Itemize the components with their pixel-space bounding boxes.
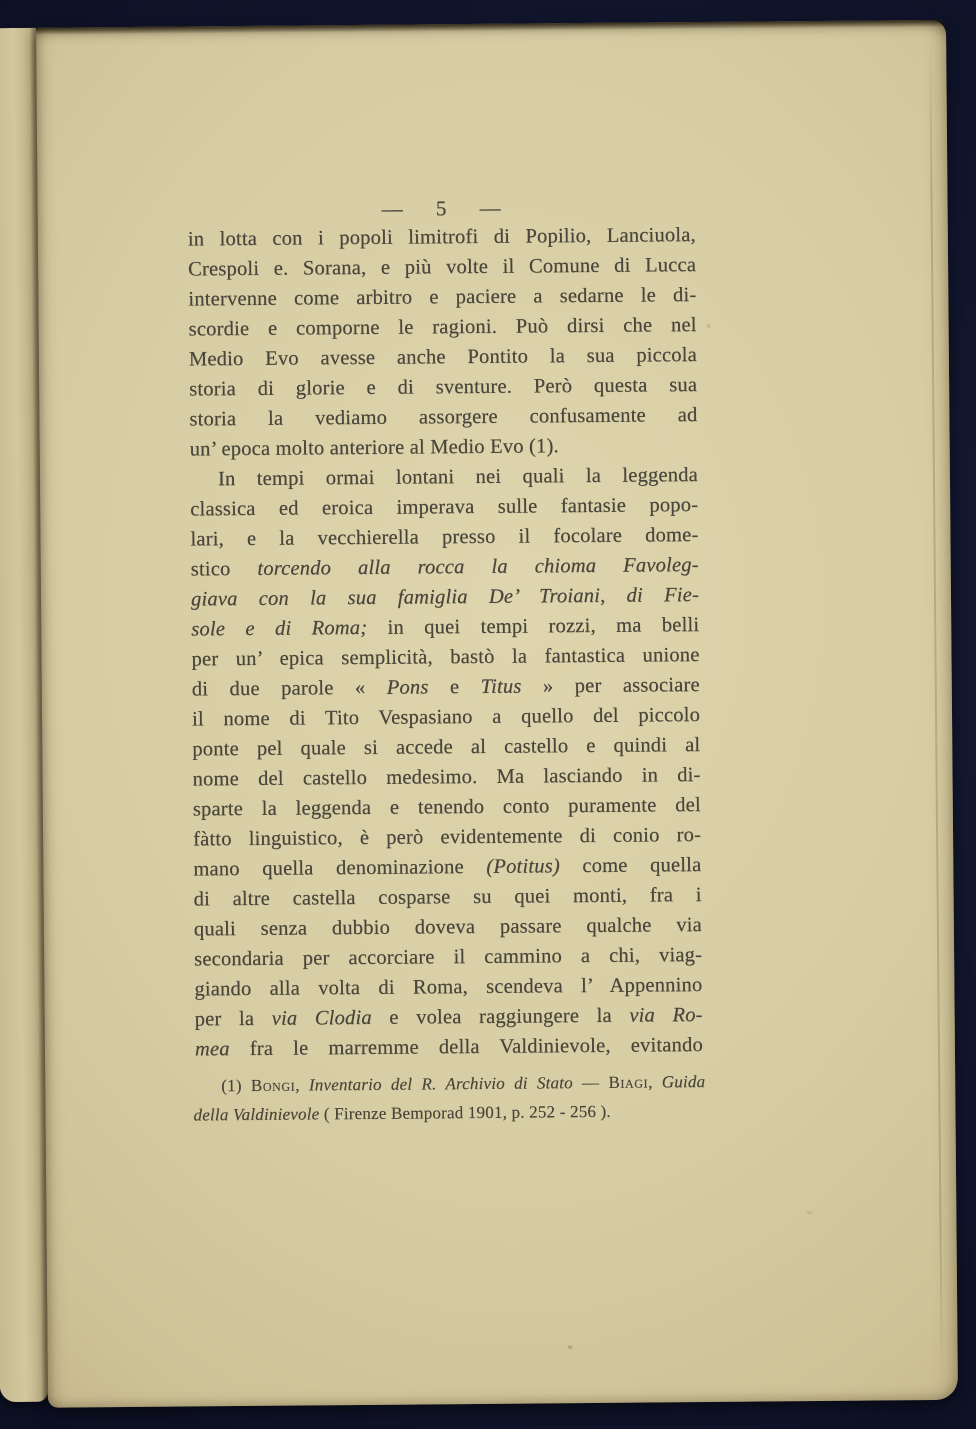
text-line <box>194 910 702 944</box>
text-segment: secondaria per accorciare il cammino a chi, viag- <box>194 944 703 971</box>
text-line <box>192 730 700 764</box>
text-segment: » per associare <box>521 674 700 698</box>
text-segment: fàtto linguistico, è però evidentemente di conio ro- <box>192 824 702 851</box>
italic-text: Guida <box>661 1071 706 1092</box>
text-line <box>189 400 697 434</box>
text-line <box>190 460 698 494</box>
text-line <box>194 940 702 974</box>
italic-text: torcendo alla rocca la chioma Favoleg- <box>257 554 699 580</box>
text-line <box>189 310 697 344</box>
text-segment: di due parole « <box>191 676 387 701</box>
page-right-crease <box>929 32 943 1384</box>
italic-text: Inventario del R. Archivio di Stato <box>308 1073 573 1095</box>
text-segment: per la <box>194 1007 272 1031</box>
text-line <box>192 760 700 794</box>
italic-text: via Clodia <box>271 1006 372 1030</box>
text-line <box>191 580 699 614</box>
text-segment: in quei tempi rozzi, ma belli <box>367 614 700 639</box>
page-speck <box>806 1211 812 1214</box>
text-segment: intervenne come arbitro e paciere a sedarne le di- <box>188 284 697 311</box>
text-segment: di altre castella cosparse su quei monti, fra i <box>193 884 702 911</box>
text-segment: stico <box>190 557 258 581</box>
text-line <box>188 250 696 284</box>
text-segment: , <box>295 1075 309 1095</box>
text-line <box>190 490 698 524</box>
text-segment: , <box>647 1072 662 1092</box>
text-line <box>193 820 701 854</box>
text-segment: mano quella denominazione <box>193 855 487 881</box>
text-line <box>195 1030 703 1064</box>
text-line <box>194 970 702 1004</box>
text-segment: sparte la leggenda e tenendo conto puramente del <box>192 794 701 821</box>
text-segment: ponte pel quale si accede al castello e quindi al <box>192 734 701 761</box>
text-line <box>191 550 699 584</box>
text-segment: e <box>428 675 481 699</box>
text-segment: In tempi ormai lontani nei quali la leggenda <box>217 464 699 491</box>
text-line <box>193 850 701 884</box>
text-segment: storia di glorie e di sventure. Però questa sua <box>189 374 698 401</box>
body-text <box>188 220 703 1064</box>
text-segment: classica ed eroica imperava sulle fantasie popo- <box>190 494 699 521</box>
text-segment: storia la vediamo assorgere confusamente ad <box>189 404 698 431</box>
page-speck <box>707 324 711 328</box>
text-line <box>192 700 700 734</box>
text-line <box>193 880 701 914</box>
text-segment: — <box>572 1072 609 1093</box>
text-line <box>188 220 696 254</box>
italic-text: Titus <box>480 675 522 698</box>
book-page-scan <box>0 20 958 1408</box>
footnote <box>193 1068 705 1129</box>
text-line <box>192 670 700 704</box>
book-page <box>36 20 958 1408</box>
text-segment: come quella <box>559 854 702 878</box>
text-line <box>191 610 699 644</box>
italic-text: giava con la sua famiglia De’ Troiani, di Fie- <box>190 584 700 611</box>
text-line <box>188 280 696 314</box>
text-line <box>193 1068 705 1101</box>
italic-text: (Potitus) <box>486 855 560 878</box>
text-line <box>193 1096 705 1129</box>
italic-text: Pons <box>386 676 429 699</box>
text-segment: giando alla volta di Roma, scendeva l’ Appennino <box>194 974 703 1001</box>
smallcaps-name: Biagi <box>608 1072 649 1092</box>
text-segment: quali senza dubbio doveva passare qualche via <box>193 914 702 941</box>
text-segment: Crespoli e. Sorana, e più volte il Comune di Lucca <box>188 254 697 281</box>
page-number: — 5 — <box>381 195 502 221</box>
text-line <box>189 370 697 404</box>
italic-text: mea <box>194 1038 230 1061</box>
italic-text: via Ro- <box>629 1004 703 1027</box>
italic-text: della Valdinievole <box>193 1103 320 1124</box>
italic-text: sole e di Roma; <box>191 616 368 641</box>
text-segment: lari, e la vecchierella presso il focolare dome- <box>190 524 699 551</box>
text-segment: un’ epoca molto anteriore al Medio Evo (1). <box>189 435 559 461</box>
text-line <box>191 640 699 674</box>
page-speck <box>568 1345 573 1349</box>
text-line <box>193 790 701 824</box>
text-segment: in lotta con i popoli limitrofi di Popilio, Lanciuola, <box>187 224 696 251</box>
text-segment: e volea raggiungere la <box>371 1004 630 1029</box>
text-segment: ( Firenze Bemporad 1901, p. 252 - 256 ). <box>319 1101 611 1123</box>
text-segment: Medio Evo avesse anche Pontito la sua piccola <box>188 344 697 371</box>
page-top-edge <box>36 20 946 35</box>
text-line <box>189 340 697 374</box>
text-segment: per un’ epica semplicità, bastò la fantastica unione <box>191 644 700 671</box>
text-segment: (1) <box>221 1075 251 1096</box>
text-segment: nome del castello medesimo. Ma lasciando in di- <box>192 764 701 791</box>
smallcaps-name: Bongi <box>250 1075 296 1095</box>
text-segment: scordie e comporne le ragioni. Può dirsi che nel <box>188 314 697 341</box>
text-line <box>190 430 698 464</box>
page-speck <box>276 958 279 963</box>
text-segment: il nome di Tito Vespasiano a quello del piccolo <box>191 704 701 731</box>
text-line <box>190 520 698 554</box>
text-segment: fra le marremme della Valdinievole, evitando <box>229 1034 703 1061</box>
text-line <box>195 1000 703 1034</box>
